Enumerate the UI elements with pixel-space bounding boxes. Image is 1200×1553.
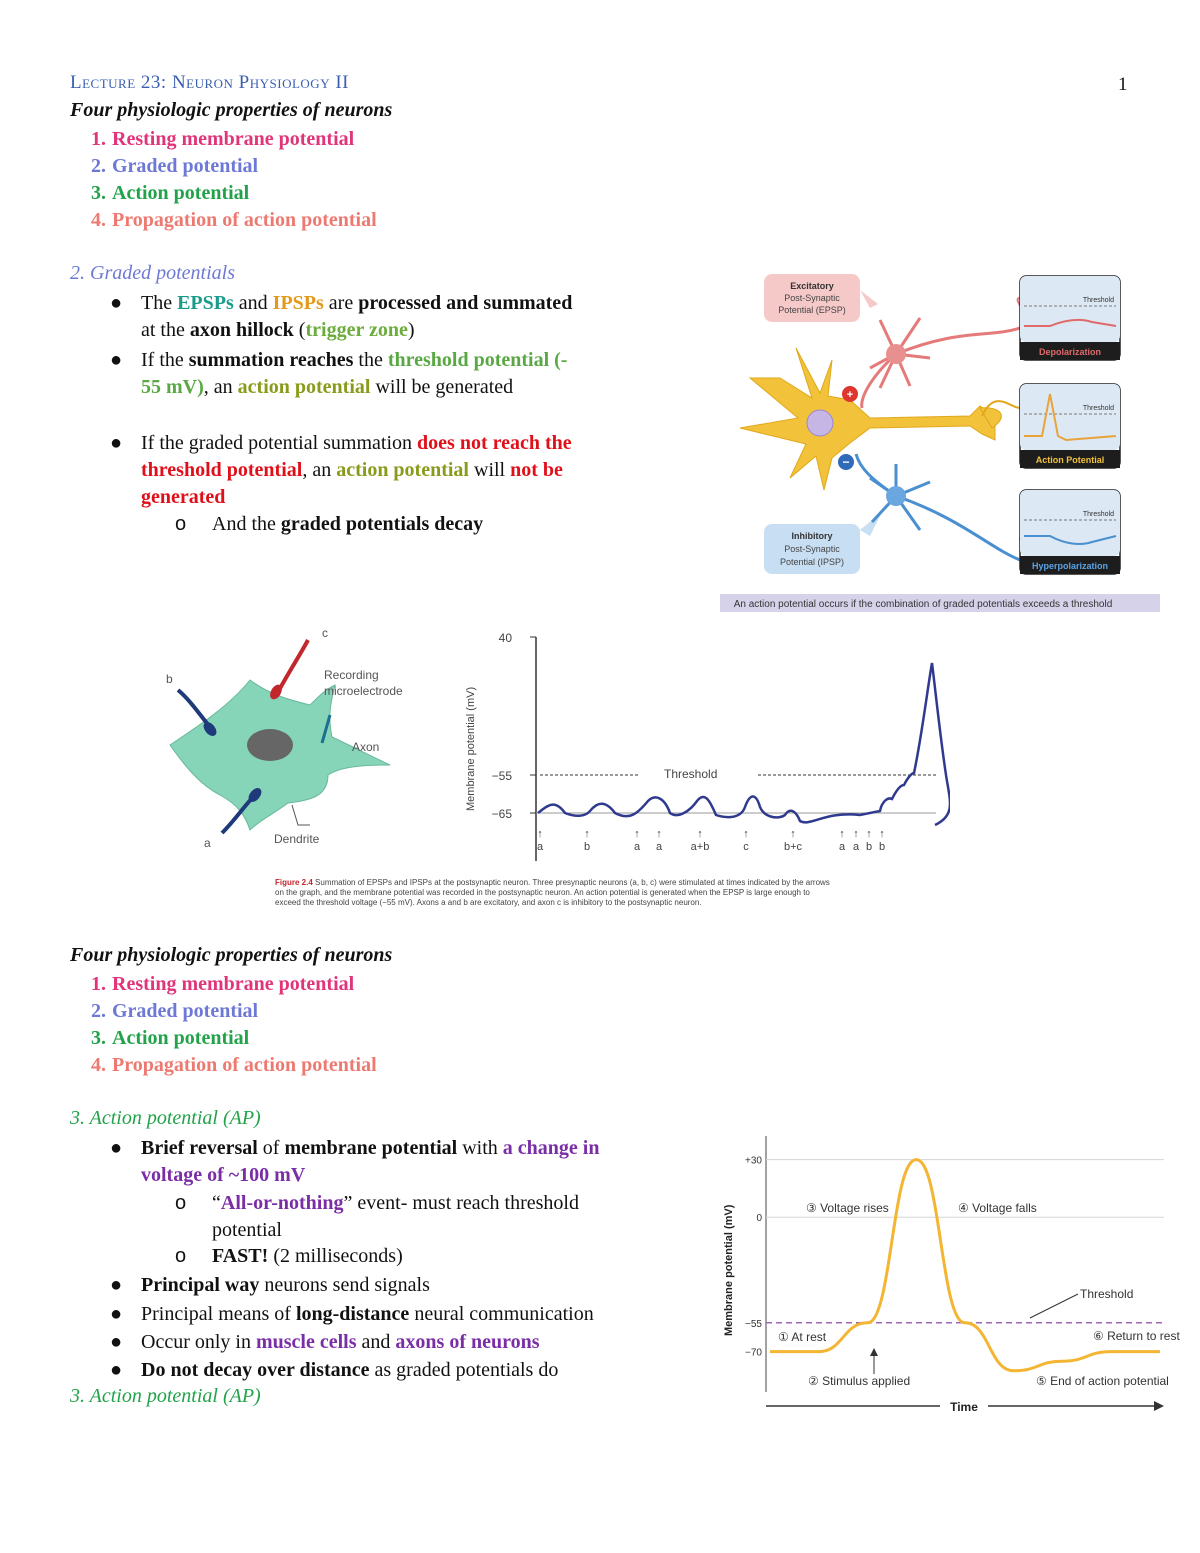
graded-bullet-3: ● If the graded potential summation does not reach the threshold potential, an action potential will not be generated: [110, 432, 572, 508]
page-number: 1: [1118, 74, 1128, 95]
label-recording: Recording: [324, 668, 379, 682]
neuron-figure-caption: An action potential occurs if the combination of graded potentials exceeds a threshold: [733, 599, 1113, 610]
label-axon: Axon: [352, 740, 380, 754]
excitatory-label-line: Excitatory: [790, 281, 834, 291]
ap-annotation-1: ① At rest: [778, 1330, 827, 1344]
svg-text:↑: ↑: [839, 828, 845, 840]
stimulus-arrow: [743, 828, 749, 853]
svg-text:a: a: [852, 841, 860, 853]
properties-heading: Four physiologic properties of neurons: [70, 99, 393, 121]
graded-heading: 2. Graded potentials: [70, 262, 235, 284]
list-item: 2. Graded potential: [91, 155, 259, 177]
hyperpolarization-panel: [1020, 490, 1120, 574]
minus-sign: −: [842, 455, 850, 469]
stimulus-arrow: [839, 828, 846, 853]
action-heading-2: 3. Action potential (AP): [70, 1385, 261, 1407]
ap-y-tick-label: 0: [756, 1213, 762, 1225]
axon-c: [278, 640, 308, 692]
ap-y-label: Membrane potential (mV): [723, 1204, 735, 1336]
y-tick-label: −55: [491, 769, 512, 783]
action-sub-2: o FAST! (2 milliseconds): [175, 1245, 403, 1267]
ap-annotation-4: ④ Voltage falls: [958, 1201, 1037, 1215]
label-c: c: [322, 626, 328, 640]
list-item: 4. Propagation of action potential: [91, 209, 377, 231]
label-a: a: [204, 836, 211, 850]
svg-text:↑: ↑: [634, 828, 640, 840]
svg-text:a: a: [838, 841, 846, 853]
svg-text:↑: ↑: [537, 828, 543, 840]
svg-text:↑: ↑: [879, 828, 885, 840]
threshold-label: Threshold: [1082, 511, 1114, 518]
svg-text:↑: ↑: [866, 828, 872, 840]
inhibitory-label-line: Potential (IPSP): [779, 557, 845, 567]
threshold-label: Threshold: [1082, 297, 1114, 304]
ap-y-tick-label: +30: [745, 1155, 762, 1167]
graded-sub-bullet: o And the graded potentials decay: [175, 513, 484, 535]
svg-text:a+b: a+b: [690, 841, 710, 853]
list-item: 1. Resting membrane potential: [91, 973, 355, 995]
svg-text:↑: ↑: [656, 828, 662, 840]
graded-bullet-2: ● If the summation reaches the threshold potential (- 55 mV), an action potential will be generated: [110, 349, 568, 398]
label-b: b: [166, 672, 173, 686]
svg-text:↑: ↑: [697, 828, 703, 840]
panel-label: Depolarization: [1038, 347, 1102, 357]
inhibitory-label-line: Inhibitory: [791, 531, 833, 541]
stimulus-arrows: [537, 828, 885, 853]
summation-caption: Figure 2.4 Summation of EPSPs and IPSPs at the postsynaptic neuron. Three presynaptic neurons (a, b, c) were stimulated at times indicated by the arrows on the graph, and the membrane potential was recorded in the postsynaptic neuron. An action potential is generated when the EPSP is large enough to exceed the threshold voltage (−55 mV). Axons a and b are excitatory, and axon c is inhibitory to the postsynaptic neuron.: [275, 878, 830, 907]
label-dendrite: Dendrite: [274, 832, 320, 846]
stimulus-arrow: [656, 828, 663, 853]
list-item: 3. Action potential: [91, 182, 250, 204]
stimulus-arrow: [853, 828, 860, 853]
action-bullet-5: ● Do not decay over distance as graded potentials do: [110, 1359, 559, 1381]
svg-text:a: a: [536, 841, 544, 853]
inhibitory-soma: [886, 486, 906, 506]
ap-x-label: Time: [950, 1400, 978, 1414]
svg-text:↑: ↑: [743, 828, 749, 840]
stimulus-arrow: [584, 828, 590, 853]
stimulus-arrow: [634, 828, 641, 853]
ap-threshold-label: Threshold: [1080, 1287, 1134, 1301]
panel-label: Hyperpolarization: [1031, 561, 1109, 571]
svg-text:a: a: [655, 841, 663, 853]
ap-y-tick-label: −70: [745, 1347, 762, 1359]
depolarization-panel: [1020, 276, 1120, 360]
action-bullet-1: ● Brief reversal of membrane potential with a change in voltage of ~100 mV: [110, 1137, 600, 1186]
list-item: 4. Propagation of action potential: [91, 1054, 377, 1076]
action-bullet-3: ● Principal means of long-distance neural communication: [110, 1303, 594, 1325]
excitatory-label-line: Potential (EPSP): [778, 305, 846, 315]
stimulus-arrow: [879, 828, 885, 853]
threshold-label: Threshold: [1082, 405, 1114, 412]
ap-annotation-6: ⑥ Return to rest: [1093, 1329, 1180, 1343]
ap-y-tick-label: −55: [745, 1318, 762, 1330]
summation-y-label: Membrane potential (mV): [465, 686, 477, 811]
y-tick-label: −65: [491, 807, 512, 821]
properties-list: [70, 126, 377, 234]
svg-text:b+c: b+c: [783, 841, 803, 853]
neuron-nucleus: [807, 410, 833, 436]
properties-heading-2: Four physiologic properties of neurons: [70, 944, 393, 966]
axon-b: [178, 690, 210, 727]
ap-annotation-2: ② Stimulus applied: [808, 1374, 911, 1388]
list-item: 3. Action potential: [91, 1027, 250, 1049]
graded-bullet-1: ● The EPSPs and IPSPs are processed and summated at the axon hillock (trigger zone): [110, 292, 573, 341]
action-sub-1: o “All-or-nothing” event- must reach threshold potential: [175, 1192, 579, 1241]
svg-text:↑: ↑: [790, 828, 796, 840]
postsynaptic-neuron: [740, 348, 1001, 490]
excitatory-soma: [886, 344, 906, 364]
action-bullet-4: ● Occur only in muscle cells and axons of neurons: [110, 1331, 540, 1353]
properties-list-2: [70, 971, 377, 1079]
label-microelectrode: microelectrode: [324, 684, 403, 698]
svg-text:b: b: [878, 841, 886, 853]
svg-text:b: b: [865, 841, 873, 853]
svg-text:c: c: [743, 841, 749, 853]
plus-sign: +: [846, 389, 854, 401]
action-bullet-2: ● Principal way neurons send signals: [110, 1274, 430, 1296]
svg-text:↑: ↑: [853, 828, 859, 840]
svg-text:a: a: [633, 841, 641, 853]
excitatory-label-line: Post-Synaptic: [784, 293, 840, 303]
ap-annotation-5: ⑤ End of action potential: [1036, 1374, 1169, 1388]
list-item: 2. Graded potential: [91, 1000, 259, 1022]
membrane-trace: [538, 663, 950, 825]
y-tick-label: 40: [498, 631, 512, 645]
stimulus-arrow: [784, 828, 803, 853]
action-potential-panel: [1020, 384, 1120, 468]
list-item: 1. Resting membrane potential: [91, 128, 355, 150]
inhibitory-neuron: [856, 454, 1020, 560]
svg-text:↑: ↑: [584, 828, 590, 840]
cell-nucleus: [247, 729, 293, 761]
action-potential-chart: [710, 1130, 1198, 1420]
excitatory-neuron: [862, 318, 1020, 408]
stimulus-arrow: [691, 828, 710, 853]
inhibitory-label-line: Post-Synaptic: [784, 544, 840, 554]
ap-annotation-3: ③ Voltage rises: [806, 1201, 889, 1215]
stimulus-arrow: [866, 828, 872, 853]
lecture-title: Lecture 23: Neuron Physiology II: [70, 72, 349, 93]
stimulus-arrow: [537, 828, 544, 853]
summation-threshold-label: Threshold: [664, 767, 718, 781]
svg-text:b: b: [583, 841, 591, 853]
summation-figure: [160, 625, 950, 915]
neuron-epsp-ipsp-figure: [720, 268, 1160, 616]
action-heading: 3. Action potential (AP): [70, 1107, 261, 1129]
panel-label: Action Potential: [1035, 455, 1105, 465]
